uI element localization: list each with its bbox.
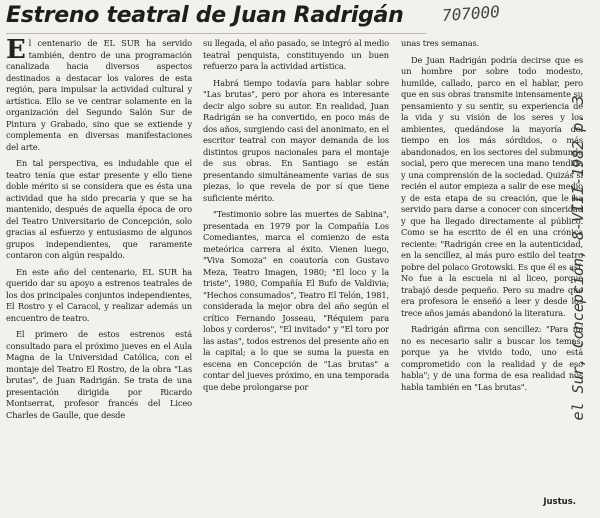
paragraph: En tal perspectiva, es indudable que el teatro tenía que estar presente y ello tiene doble mérito si se considera que es ésta una actividad que ha sido precaria y que se ha mantenido, después de aquella época de oro del Teatro Universitario de Concepción, solo gracias al esfuerzo y entusiasmo de algunos grupos independientes, que raramente contaron con algún respaldo. <box>6 158 192 260</box>
paragraph: Habrá tiempo todavía para hablar sobre "Las brutas", pero por ahora es interesante decir algo sobre su autor. En realidad, Juan Radrigán se ha convertido, en poco más de dos años, surgiendo casi del anonimato, en el escritor teatral con mayor demanda de los distintos grupos nacionales para el montaje de sus obras. En Santiago se están presentando simultáneamente varias de sus piezas, lo que revela de por sí que tiene suficiente mérito. <box>203 77 389 203</box>
paragraph: De Juan Radrigán podría decirse que es un hombre por sobre todo modesto, humilde, callado, parco en el hablar, pero que en sus obras transmite intensamente su pensamiento y su sentir, su experiencia de la vida y su visión de los seres y los ambientes, quedándose la mayoría del tiempo en los más sórdidos, o más abandonados, en los sectores del submundo social, pero que merecen una mano tendida y una comprensión de la sociedad. Quizás si recién el autor empieza a salir de ese medio y de esta etapa de su creación, que le ha servido para darse a conocer con sinceridad y que ha llegado directamente al público. Como se ha escrito de él en una crónica reciente: "Radrigán cree en la autenticidad, en la sencillez, al más puro estilo del teatro pobre del polaco Grotowski. Es que él es así. No fue a la escuela ni al liceo, porque trabajó desde pequeño. Pero su madre que era profesora le enseñó a leer y desde los trece años jamás abandonó la literatura. <box>401 54 583 318</box>
paragraph: Radrigán afirma con sencillez: "Para mí no es necesario salir a buscar los temas, porque ya he vivido todo, uno está comprometido con la realidad y de eso habla"; y de una forma de esa realidad nos habla también en "Las brutas". <box>401 324 583 392</box>
headline-rule <box>6 33 426 34</box>
paragraph: El primero de estos estrenos está consultado para el próximo jueves en el Aula Magna de la Universidad Católica, con el montaje del Teatro El Rostro, de la obra "Las brutas", de Juan Radrigán. Se trata de una presentación dirigida por Ricardo Montserrat, profesor francés del Liceo Charles de Gaulle, que desde <box>6 329 192 420</box>
drop-cap: E <box>6 38 26 65</box>
paragraph <box>6 38 192 153</box>
article-column-1 <box>6 38 192 512</box>
headline: Estreno teatral de Juan Radrigán <box>6 3 404 28</box>
article-column-2 <box>203 38 389 512</box>
paragraph: "Testimonio sobre las muertes de Sabina", presentada en 1979 por la Compañía Los Comediantes, marca el comienzo de esta meteórica carrera al éxito. Vienen luego, "Viva Somoza" en coautoría con Gustavo Meza, Teatro Imagen, 1980; "El loco y la triste", 1980, Compañía El Bufo de Valdivia; "Hechos consumados", Teatro El Telón, 1981, considerada la mejor obra del año según el crítico Fernando Josseau, "Réquiem para lobos y corderos", "El invitado" y "El toro por las astas", todos estrenos del presente año en la capital; a lo que se suma la puesta en escena en Concepción de "Las brutas" a contar del jueves próximo, en una temporada que debe prolongarse por <box>203 209 389 392</box>
paragraph: unas tres semanas. <box>401 38 480 48</box>
handwritten-source-text: el Sur, Concepción, 8-VIII-1982 p. 3 <box>569 95 587 421</box>
paragraph: En este año del centenario, EL SUR ha querido dar su apoyo a estrenos teatrales de los dos principales conjuntos independientes, El Rostro y el Caracol, y realizar además un encuentro de teatro. <box>6 266 192 323</box>
paragraph: su llegada, el año pasado, se integró al medio teatral penquista, constituyendo un buen refuerzo para la actividad artística. <box>203 38 389 71</box>
handwritten-source-note <box>569 95 588 421</box>
handwritten-reference-number: 707000 <box>441 2 501 25</box>
paragraph-text: l centenario de EL SUR ha servido también, dentro de una programación canalizada hacia diversos aspectos destinados a destacar los valores de esta región, para impulsar la actividad cultural y artística. Ello se ve centrar solamente en la organización del Segundo Salón Sur de Pintura y Grabado, sino que se extiende y complementa en diversas manifestaciones del arte. <box>6 38 192 152</box>
author-signature: Justus. <box>543 497 576 507</box>
article-column-3 <box>401 38 583 518</box>
